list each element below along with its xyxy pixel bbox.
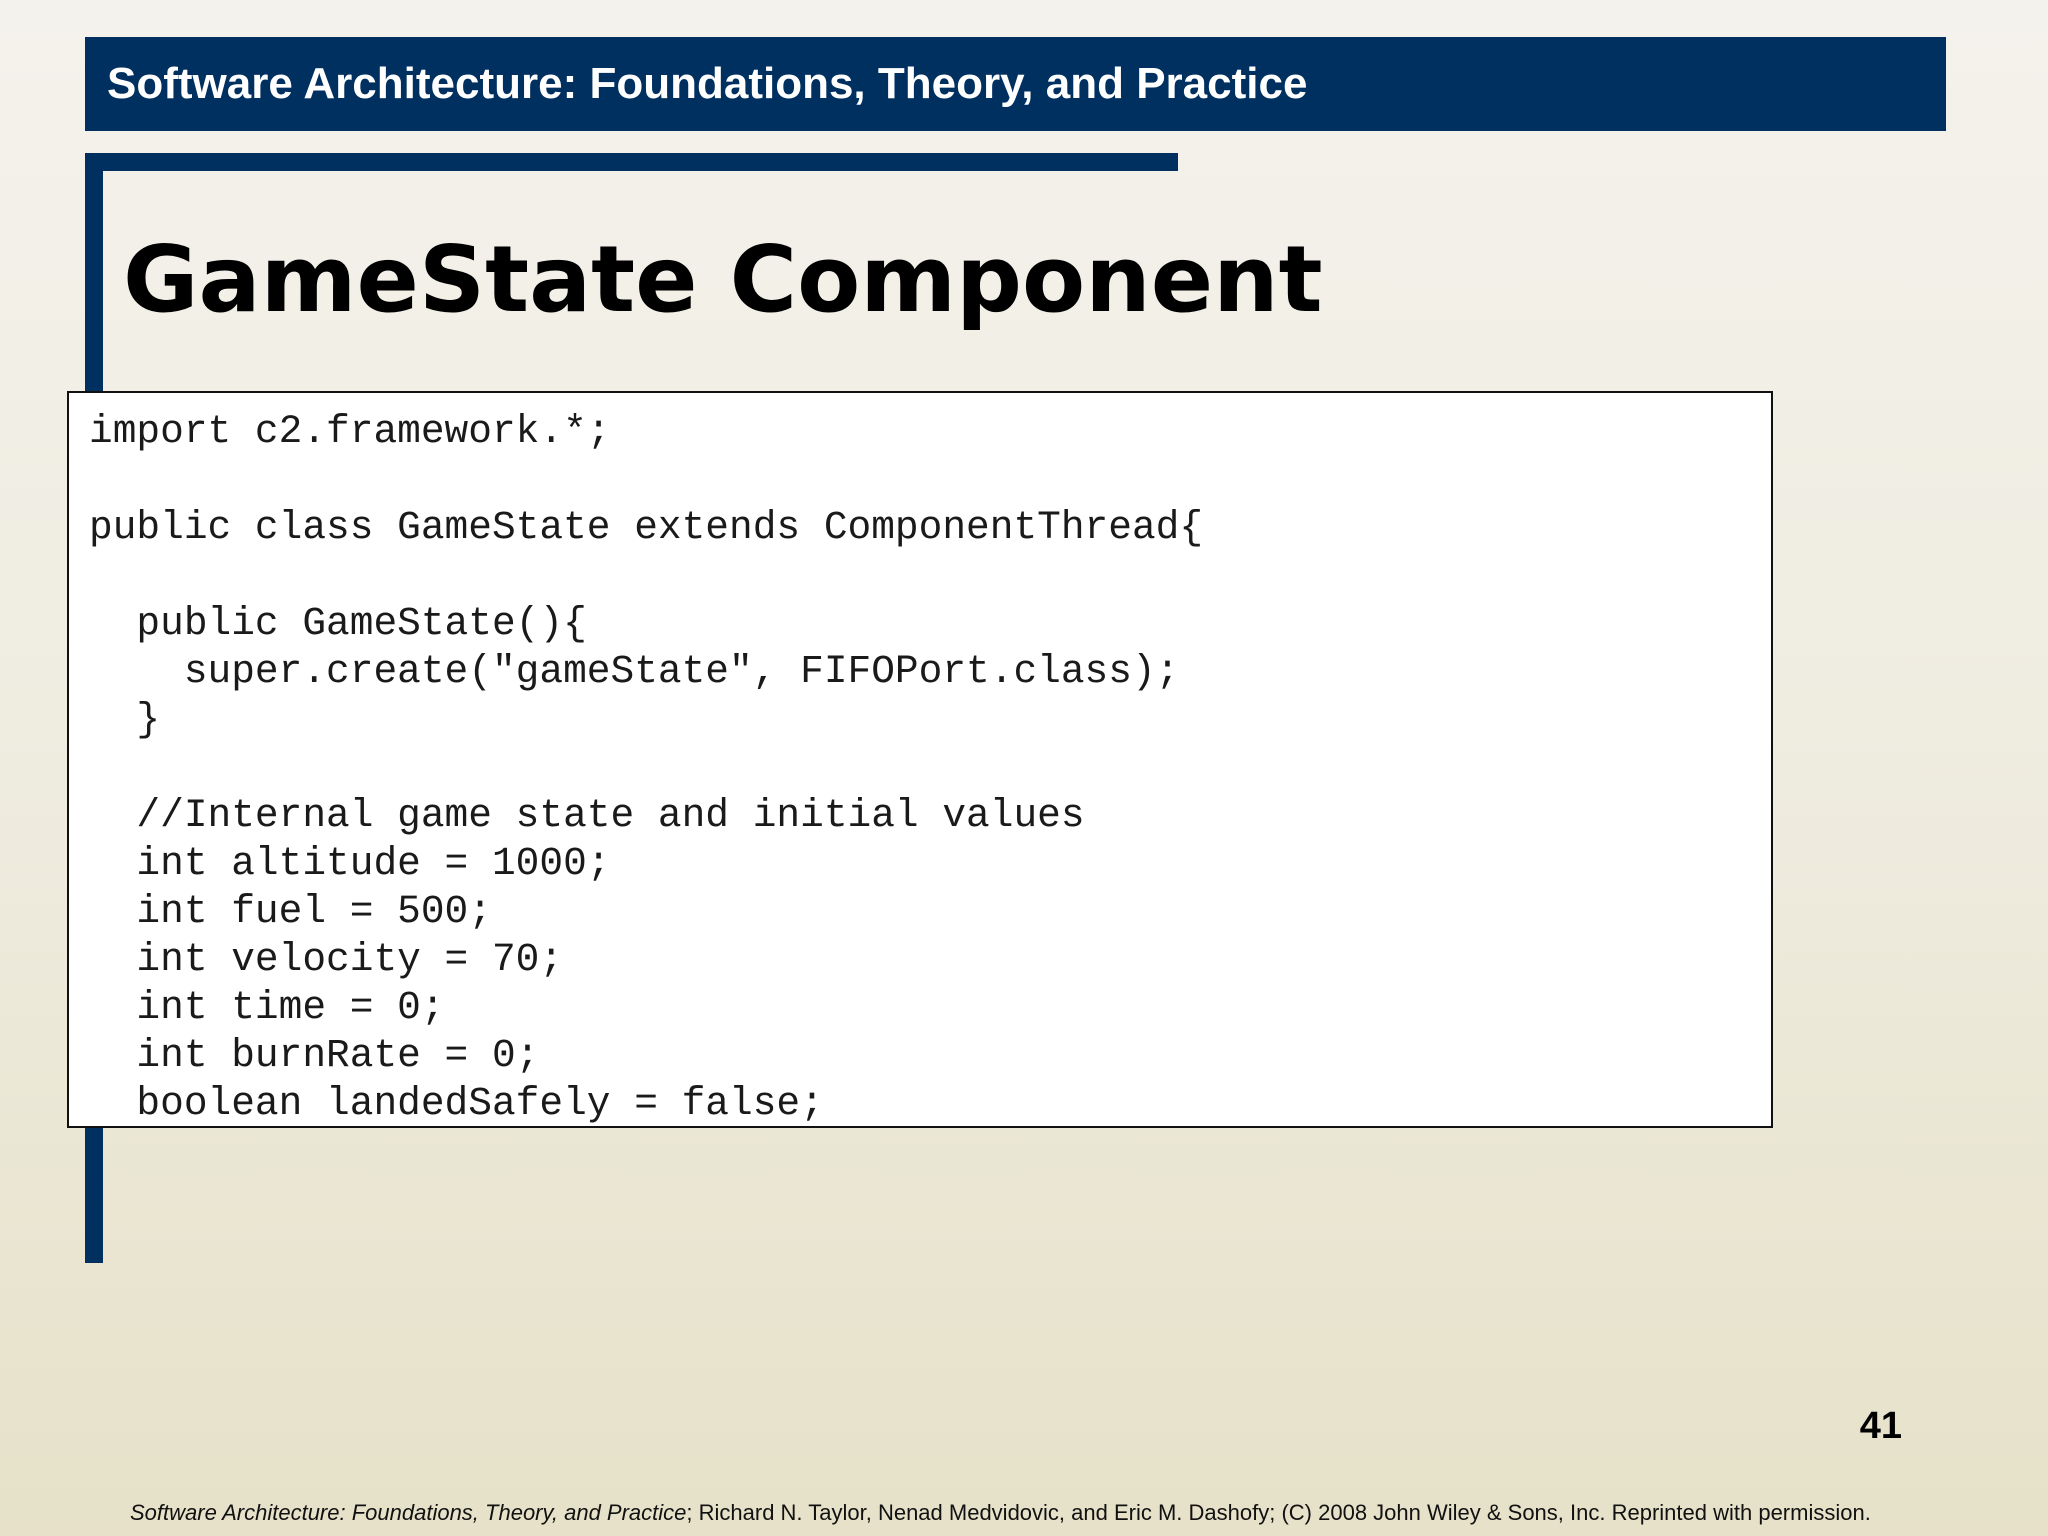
- code-line-11: int fuel = 500;: [89, 889, 492, 934]
- code-line-10: int altitude = 1000;: [89, 841, 611, 886]
- code-line-13: int time = 0;: [89, 985, 445, 1030]
- code-line-9: //Internal game state and initial values: [89, 793, 1085, 838]
- code-line-1: import c2.framework.*;: [89, 409, 611, 454]
- code-line-15: boolean landedSafely = false;: [89, 1081, 824, 1126]
- slide-title: GameState Component: [123, 226, 1323, 333]
- code-line-5: public GameState(){: [89, 601, 587, 646]
- code-line-12: int velocity = 70;: [89, 937, 564, 982]
- code-line-14: int burnRate = 0;: [89, 1033, 540, 1078]
- header-title: Software Architecture: Foundations, Theory, and Practice: [107, 59, 1308, 108]
- footer-book-title: Software Architecture: Foundations, Theory, and Practice: [130, 1500, 687, 1525]
- footer-credit: ; Richard N. Taylor, Nenad Medvidovic, and Eric M. Dashofy; (C) 2008 John Wiley & Sons, Inc. Reprinted with permission.: [686, 1500, 1871, 1525]
- title-frame-top-bar: [85, 153, 1178, 171]
- header-bar: [85, 37, 1946, 131]
- code-block: [67, 391, 1773, 1128]
- footer-citation: [130, 1500, 1871, 1526]
- code-line-7: }: [89, 697, 161, 742]
- code-line-6: super.create("gameState", FIFOPort.class);: [89, 649, 1180, 694]
- page-number: 41: [1859, 1405, 1902, 1447]
- code-line-3: public class GameState extends ComponentThread{: [89, 505, 1204, 550]
